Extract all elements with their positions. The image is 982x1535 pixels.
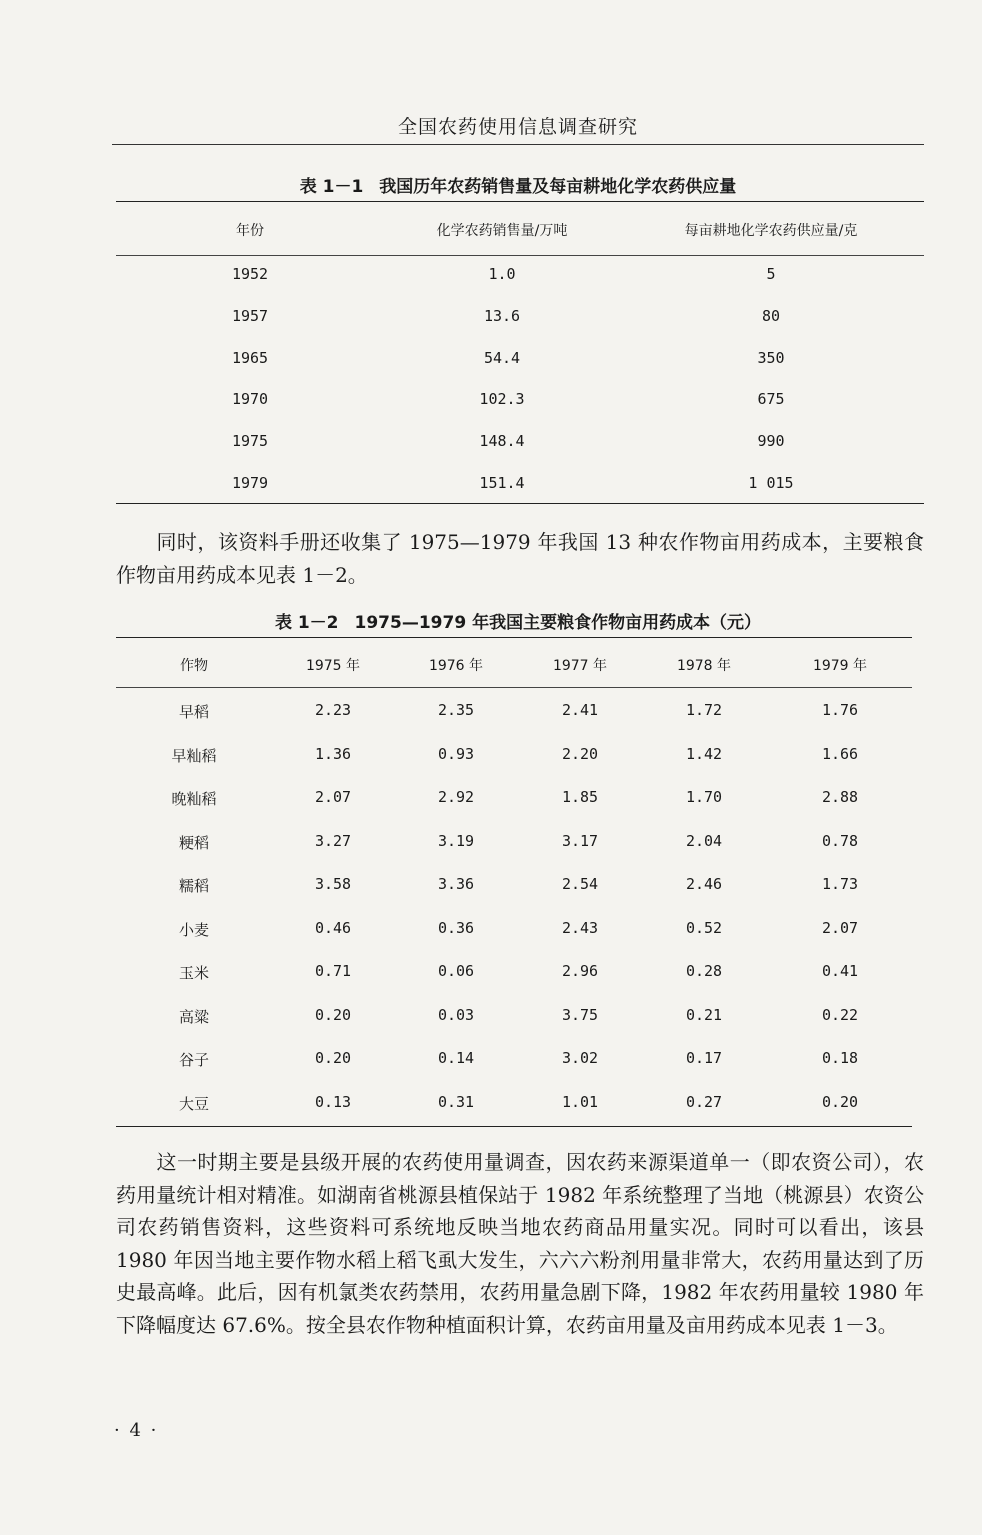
table2-cell: 3.36 xyxy=(437,875,475,893)
table2-cell: 1.66 xyxy=(821,744,859,763)
table2-cell: 3.27 xyxy=(314,831,352,850)
table1-cell: 990 xyxy=(757,432,785,451)
table2-cell: 2.04 xyxy=(685,831,723,850)
table1-column-header: 化学农药销售量/万吨 xyxy=(436,223,568,239)
table1-cell: 151.4 xyxy=(479,474,525,492)
table2-bottom-rule xyxy=(116,1126,912,1127)
table2-cell: 0.17 xyxy=(685,1049,723,1067)
table2-cell: 0.22 xyxy=(821,1005,859,1024)
table2-cell: 0.13 xyxy=(314,1092,352,1111)
table1-cell: 1 015 xyxy=(748,474,794,492)
table1-cell: 1970 xyxy=(231,390,269,409)
table2-cell: 0.21 xyxy=(685,1005,723,1024)
table2-cell: 0.78 xyxy=(821,831,859,850)
table2-cell: 0.71 xyxy=(314,962,352,980)
table2-cell: 2.07 xyxy=(821,918,859,937)
table1-number: 表 1－1 xyxy=(299,177,364,197)
table2-cell: 2.46 xyxy=(685,875,723,893)
table2-cell: 1.72 xyxy=(685,701,723,719)
table2-column-header: 作物 xyxy=(180,658,208,674)
table2-cell: 3.75 xyxy=(561,1005,599,1024)
table1-cell: 1979 xyxy=(231,474,269,492)
table1-column-header: 年份 xyxy=(236,223,264,239)
table2-cell: 2.92 xyxy=(437,788,475,806)
table1-cell: 54.4 xyxy=(483,348,521,367)
table2-cell: 3.17 xyxy=(561,831,599,850)
table1-cell: 148.4 xyxy=(479,432,525,451)
table1-cell: 13.6 xyxy=(483,306,521,325)
table1-caption xyxy=(112,172,924,197)
table2-cell: 2.54 xyxy=(561,875,599,893)
table1-cell: 102.3 xyxy=(479,390,525,409)
table2-cell: 2.20 xyxy=(561,744,599,763)
table1-cell: 1952 xyxy=(231,265,269,283)
table2-cell: 3.02 xyxy=(561,1049,599,1067)
table2-cell: 1.85 xyxy=(561,788,599,806)
running-title: 全国农药使用信息调查研究 xyxy=(397,116,638,138)
table2-cell: 0.14 xyxy=(437,1049,475,1067)
table2-cell: 0.20 xyxy=(314,1049,352,1067)
table2-cell: 0.36 xyxy=(437,918,475,937)
table2-cell: 0.20 xyxy=(821,1092,859,1111)
table2-row-label: 小麦 xyxy=(178,920,210,939)
table2-cell: 1.36 xyxy=(314,744,352,763)
table2-row-label: 粳稻 xyxy=(178,833,210,852)
table1-title: 我国历年农药销售量及每亩耕地化学农药供应量 xyxy=(379,177,737,197)
table2-cell: 1.73 xyxy=(821,875,859,893)
table1-cell: 675 xyxy=(757,390,785,409)
table2-cell: 2.88 xyxy=(821,788,859,806)
table2-cell: 0.31 xyxy=(437,1092,475,1111)
table1-top-rule xyxy=(116,201,924,202)
table2-row-label: 高粱 xyxy=(178,1007,210,1026)
table1-header-rule xyxy=(116,255,924,256)
table2-header-rule xyxy=(116,687,912,688)
table1-cell: 5 xyxy=(766,265,776,283)
table2-cell: 1.01 xyxy=(561,1092,599,1111)
table2-cell: 2.07 xyxy=(314,788,352,806)
table2-row-label: 早稻 xyxy=(178,703,210,721)
paragraph-2: 这一时期主要是县级开展的农药使用量调查，因农药来源渠道单一（即农资公司），农药用量统计相对精准。如湖南省桃源县植保站于 1982 年系统整理了当地（桃源县）农资公司农药销售资料，这些资料可系统地反映当地农药商品用量实况。同时可以看出，该县 1980 年因当地主要作物水稻上稻飞虱大发生，六六六粉剂用量非常大，农药用量达到了历史最高峰。此后，因有机氯类农药禁用，农药用量急剧下降，1982 年农药用量较 1980 年下降幅度达 67.6%。按全县农作物种植面积计算，农药亩用量及亩用药成本见表 1－3。 xyxy=(116,1150,924,1337)
table2-column-header: 1979 年 xyxy=(812,658,868,674)
table2-row-label: 玉米 xyxy=(178,964,210,982)
table2-cell: 2.23 xyxy=(314,701,352,719)
table2-cell: 0.18 xyxy=(821,1049,859,1067)
table2-row-label: 谷子 xyxy=(178,1051,210,1069)
table2-cell: 3.58 xyxy=(314,875,352,893)
table1-cell: 350 xyxy=(757,348,785,367)
paragraph-1: 同时，该资料手册还收集了 1975—1979 年我国 13 种农作物亩用药成本，主要粮食作物亩用药成本见表 1－2。 xyxy=(116,530,924,587)
table2-column-header: 1978 年 xyxy=(676,658,732,674)
table2-cell: 0.20 xyxy=(314,1005,352,1024)
table2-cell: 2.43 xyxy=(561,918,599,937)
table2-cell: 3.19 xyxy=(437,831,475,850)
table1-cell: 1957 xyxy=(231,306,269,325)
table2-top-rule xyxy=(116,637,912,638)
table2-cell: 0.28 xyxy=(685,962,723,980)
table1-bottom-rule xyxy=(116,503,924,504)
table2-title: 1975—1979 年我国主要粮食作物亩用药成本（元） xyxy=(354,613,762,633)
table2-cell: 0.27 xyxy=(685,1092,723,1111)
table2-cell: 0.93 xyxy=(437,744,475,763)
table2-cell: 2.35 xyxy=(437,701,475,719)
header-rule xyxy=(112,144,924,145)
table1-cell: 1965 xyxy=(231,348,269,367)
table2-cell: 2.96 xyxy=(561,962,599,980)
table1-cell: 1975 xyxy=(231,432,269,451)
table2-column-header: 1975 年 xyxy=(305,658,361,674)
table2-column-header: 1977 年 xyxy=(552,658,608,674)
table2-cell: 0.52 xyxy=(685,918,723,937)
table1-cell: 80 xyxy=(761,306,781,325)
table1-cell: 1.0 xyxy=(488,265,516,283)
table2-number: 表 1－2 xyxy=(274,613,339,633)
table2-row-label: 大豆 xyxy=(178,1094,210,1113)
table2-cell: 1.76 xyxy=(821,701,859,719)
page-number: · 4 · xyxy=(114,1420,159,1441)
table2-cell: 1.42 xyxy=(685,744,723,763)
table2-row-label: 早籼稻 xyxy=(171,746,217,765)
table2-cell: 2.41 xyxy=(561,701,599,719)
table2-caption xyxy=(112,608,924,633)
table2-cell: 0.41 xyxy=(821,962,859,980)
table2-cell: 0.06 xyxy=(437,962,475,980)
table2-column-header: 1976 年 xyxy=(428,658,484,674)
table2-row-label: 糯稻 xyxy=(178,877,210,895)
table2-cell: 0.46 xyxy=(314,918,352,937)
table2-cell: 0.03 xyxy=(437,1005,475,1024)
table2-cell: 1.70 xyxy=(685,788,723,806)
table2-row-label: 晚籼稻 xyxy=(171,790,217,808)
table1-column-header: 每亩耕地化学农药供应量/克 xyxy=(684,223,858,239)
